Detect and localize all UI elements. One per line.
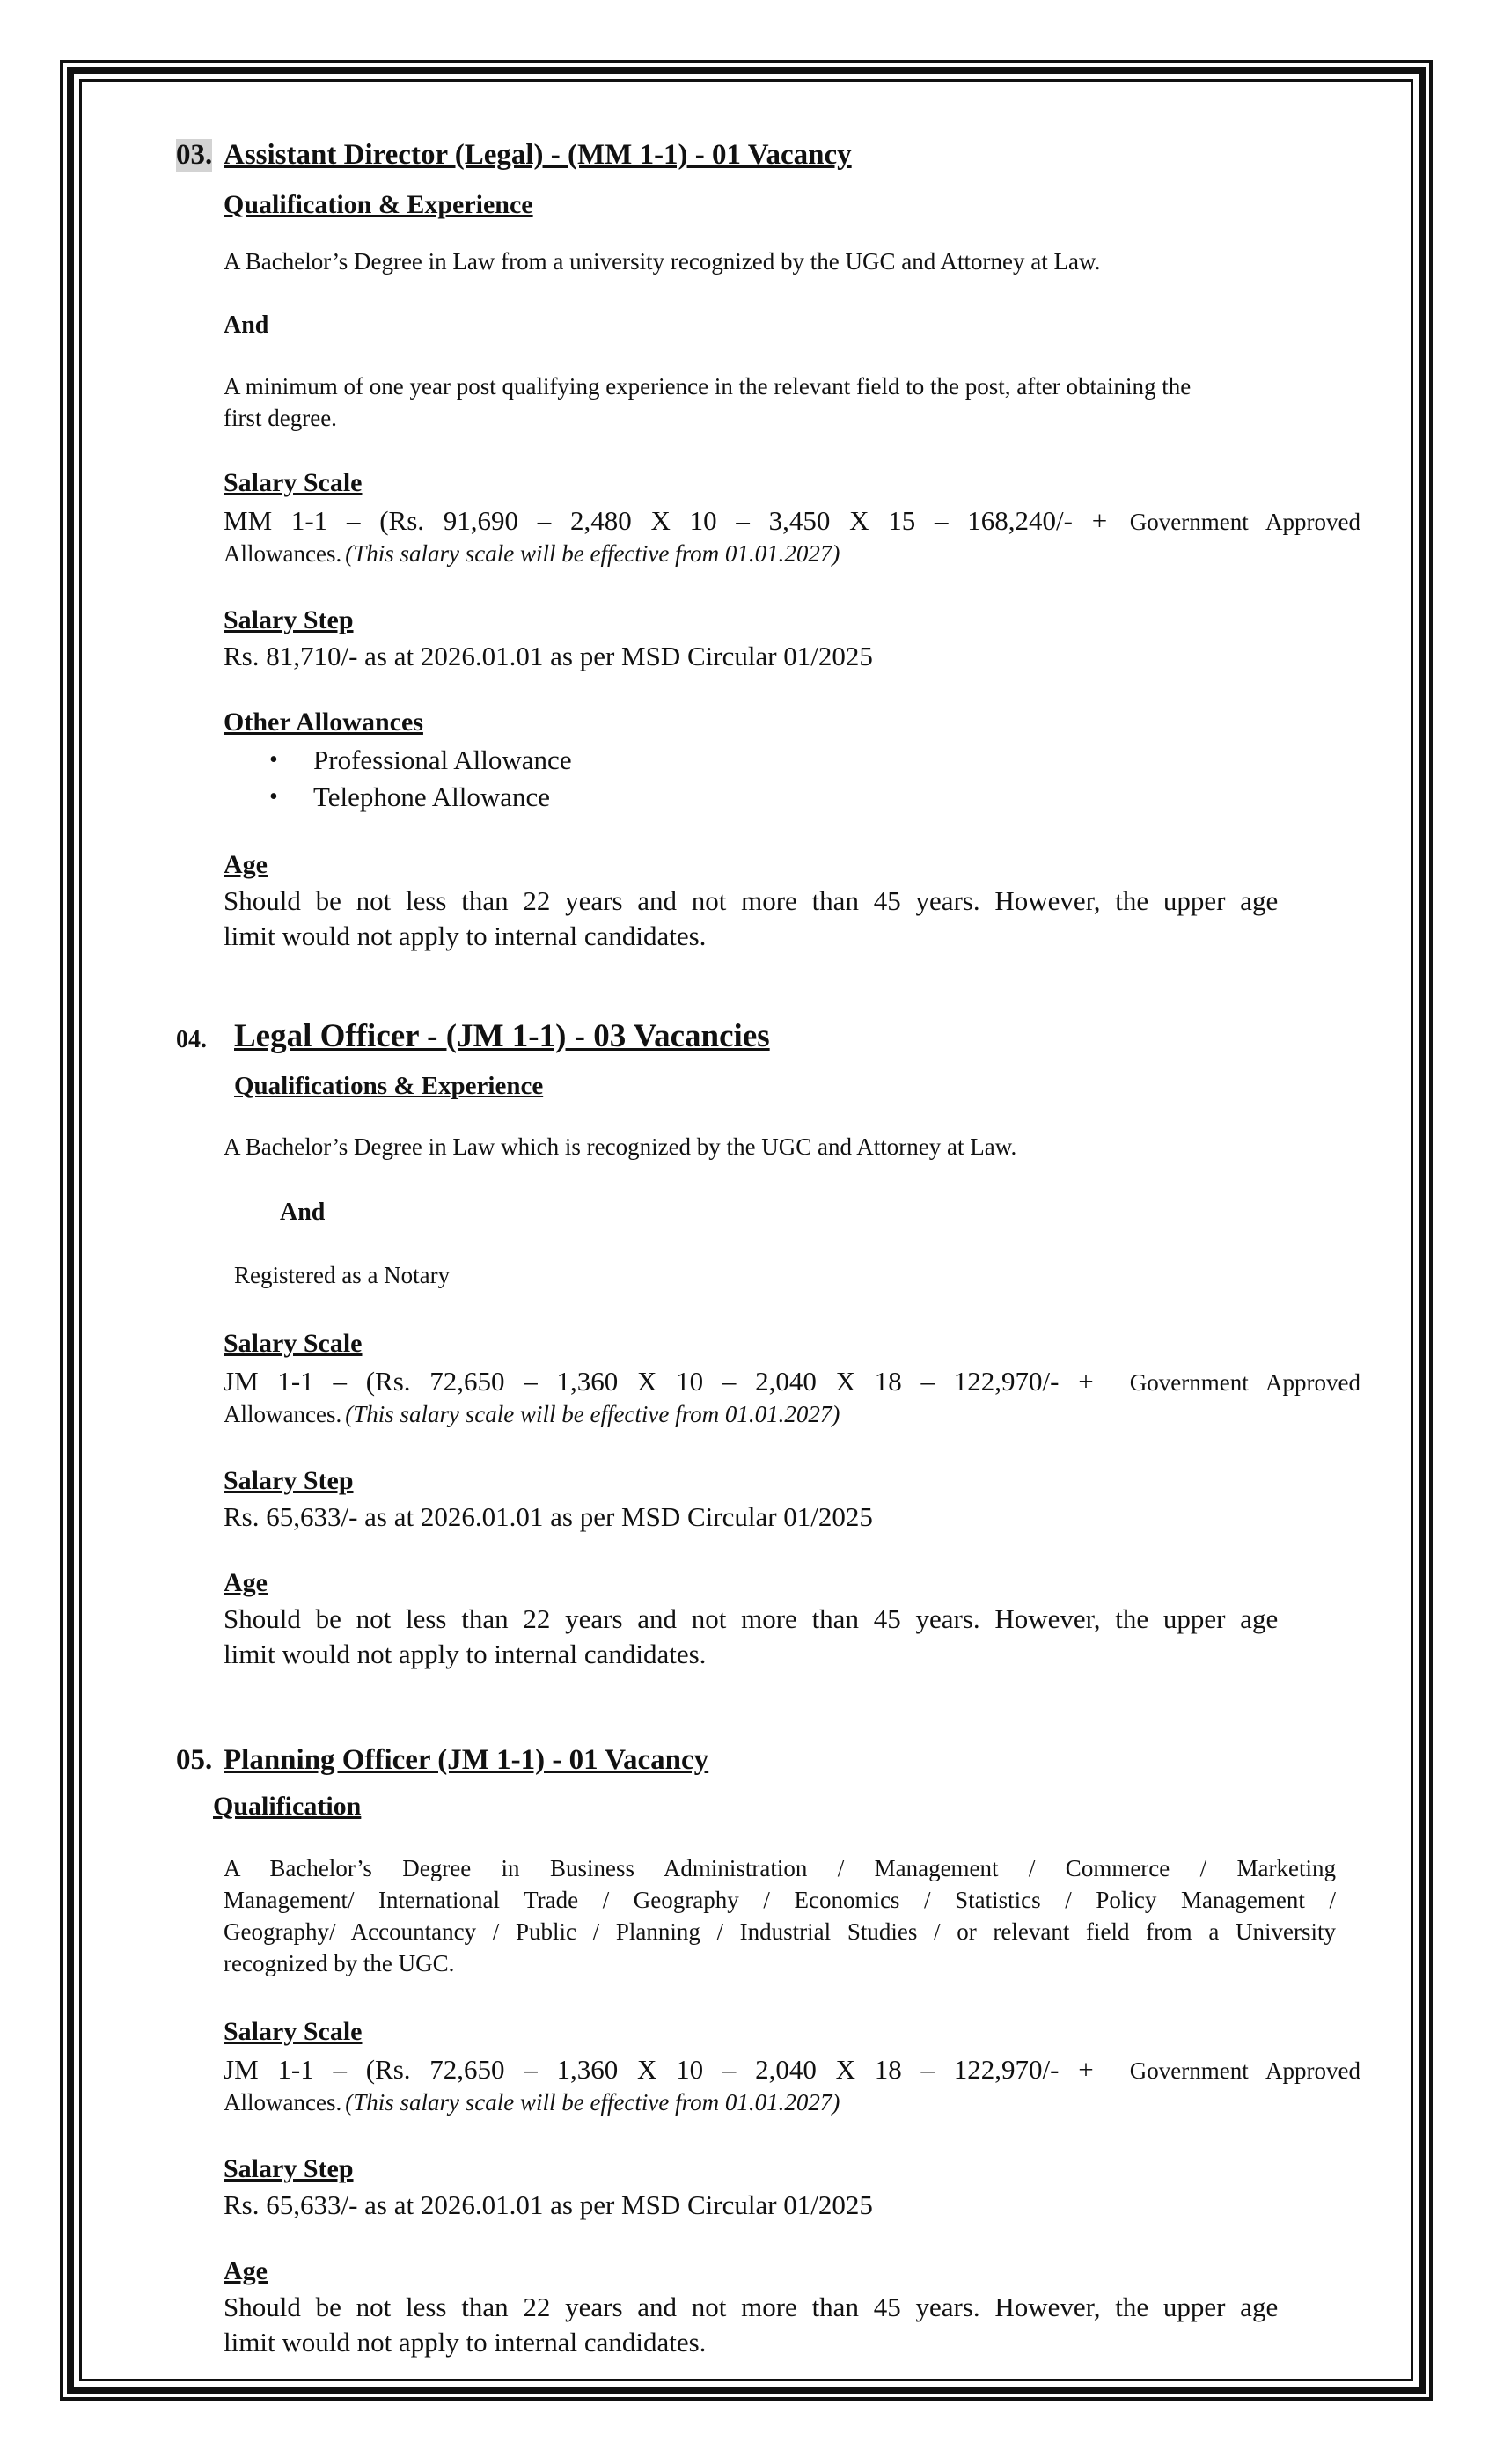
salary-scale-line2 — [224, 540, 840, 568]
salary-scale-line1 — [224, 1366, 1360, 1397]
qualification-text: A Bachelor’s Degree in Law from a university recognized by the UGC and Attorney at Law. — [224, 248, 1101, 275]
section-title: Planning Officer (JM 1-1) - 01 Vacancy — [224, 1744, 709, 1776]
salary-step-heading: Salary Step — [224, 2154, 354, 2183]
salary-scale-note: (This salary scale will be effective from 01.01.2027) — [345, 540, 840, 567]
qualification-text-line2: Management/ International Trade / Geography / Economics / Statistics / Policy Management / — [224, 1887, 1336, 1913]
salary-scale-heading: Salary Scale — [224, 1329, 363, 1358]
salary-scale-main: JM 1-1 – (Rs. 72,650 – 1,360 X 10 – 2,040 X 18 – 122,970/- + — [224, 1366, 1094, 1397]
qualification-heading: Qualification — [213, 1792, 362, 1821]
qualification-heading: Qualifications & Experience — [234, 1072, 544, 1100]
salary-scale-allowances: Allowances. — [224, 2089, 342, 2116]
salary-step-text: Rs. 65,633/- as at 2026.01.01 as per MSD Circular 01/2025 — [224, 2189, 873, 2220]
notary-text: Registered as a Notary — [234, 1262, 451, 1288]
salary-scale-line2 — [224, 2089, 840, 2116]
salary-scale-line2 — [224, 1401, 840, 1428]
salary-step-text: Rs. 65,633/- as at 2026.01.01 as per MSD Circular 01/2025 — [224, 1501, 873, 1532]
qualification-text-line4: recognized by the UGC. — [224, 1950, 455, 1976]
qualification-text-line1: A Bachelor’s Degree in Business Administration / Management / Commerce / Marketing — [224, 1855, 1336, 1881]
and-label: And — [280, 1199, 326, 1226]
age-heading: Age — [224, 2256, 268, 2285]
salary-step-text: Rs. 81,710/- as at 2026.01.01 as per MSD Circular 01/2025 — [224, 641, 873, 671]
allowance-item: • Professional Allowance — [313, 744, 572, 776]
salary-scale-line1 — [224, 505, 1360, 537]
section-number: 04. — [176, 1026, 207, 1053]
age-text-line2: limit would not apply to internal candidates. — [224, 1639, 707, 1669]
salary-scale-allowances: Allowances. — [224, 540, 342, 567]
age-text-line1: Should be not less than 22 years and not more than 45 years. However, the upper age — [224, 2292, 1279, 2322]
salary-scale-main: MM 1-1 – (Rs. 91,690 – 2,480 X 10 – 3,450 X 15 – 168,240/- + — [224, 505, 1108, 536]
section-title: Legal Officer - (JM 1-1) - 03 Vacancies — [234, 1018, 770, 1054]
salary-scale-main: JM 1-1 – (Rs. 72,650 – 1,360 X 10 – 2,040 X 18 – 122,970/- + — [224, 2054, 1094, 2085]
section-number: 05. — [176, 1744, 213, 1776]
section-number: 03. — [176, 139, 213, 171]
salary-scale-note: (This salary scale will be effective from 01.01.2027) — [345, 1401, 840, 1427]
salary-step-heading: Salary Step — [224, 605, 354, 634]
salary-scale-tail: Government Approved — [1129, 509, 1360, 535]
age-heading: Age — [224, 1568, 268, 1597]
salary-step-heading: Salary Step — [224, 1466, 354, 1495]
salary-scale-heading: Salary Scale — [224, 468, 363, 497]
salary-scale-tail: Government Approved — [1129, 2057, 1360, 2084]
age-text-line1: Should be not less than 22 years and not more than 45 years. However, the upper age — [224, 885, 1279, 916]
salary-scale-note: (This salary scale will be effective from 01.01.2027) — [345, 2089, 840, 2116]
qualification-text: A Bachelor’s Degree in Law which is recognized by the UGC and Attorney at Law. — [224, 1133, 1017, 1160]
qualification-heading: Qualification & Experience — [224, 190, 533, 219]
age-text-line2: limit would not apply to internal candidates. — [224, 920, 707, 951]
age-text-line1: Should be not less than 22 years and not more than 45 years. However, the upper age — [224, 1603, 1279, 1634]
salary-scale-heading: Salary Scale — [224, 2017, 363, 2046]
experience-text-line1: A minimum of one year post qualifying experience in the relevant field to the post, after obtaining the — [224, 373, 1192, 400]
salary-scale-tail: Government Approved — [1129, 1369, 1360, 1396]
salary-scale-line1 — [224, 2054, 1360, 2086]
experience-text-line2: first degree. — [224, 405, 337, 431]
allowance-item: • Telephone Allowance — [313, 781, 550, 813]
and-label: And — [224, 312, 269, 339]
qualification-text-line3: Geography/ Accountancy / Public / Planning / Industrial Studies / or relevant field from a University — [224, 1918, 1336, 1945]
section-title: Assistant Director (Legal) - (MM 1-1) - 01 Vacancy — [224, 139, 852, 171]
age-heading: Age — [224, 850, 268, 879]
salary-scale-allowances: Allowances. — [224, 1401, 342, 1427]
other-allowances-heading: Other Allowances — [224, 708, 423, 737]
age-text-line2: limit would not apply to internal candidates. — [224, 2327, 707, 2358]
